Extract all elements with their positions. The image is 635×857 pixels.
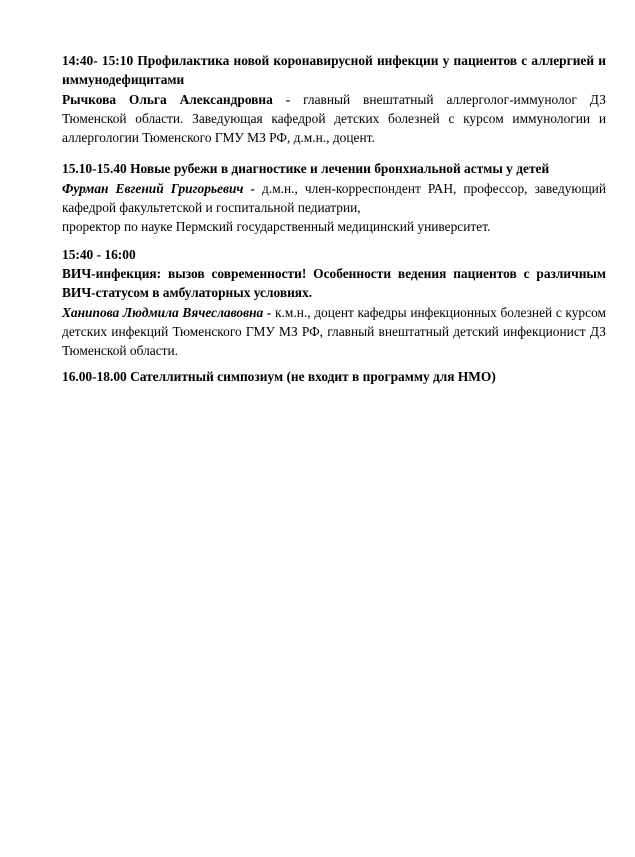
session-1-speaker-block	[62, 90, 606, 148]
session-2-time: 15.10-15.40	[62, 161, 127, 177]
session-3-speaker-block	[62, 303, 606, 361]
session-2-description-line2: проректор по науке Пермский государственный медицинский университет.	[62, 219, 491, 235]
session-1-description: главный внештатный аллерголог-иммунолог ДЗ Тюменской области. Заведующая кафедрой детских болезней с курсом иммунологии и аллергологии Тюменского ГМУ МЗ РФ, д.м.н., доцент.	[62, 91, 606, 146]
session-2-title: Новые рубежи в диагностике и лечении бронхиальной астмы у детей	[130, 161, 550, 177]
session-3-speaker: Ханипова Людмила Вячеславовна -	[62, 304, 272, 320]
session-4-time: 16.00-18.00	[62, 369, 127, 385]
session-1	[62, 51, 606, 147]
session-3-title: ВИЧ-инфекция: вызов современности! Особенности ведения пациентов с различным ВИЧ-статусом в амбулаторных условиях.	[62, 265, 606, 301]
session-2-speaker: Фурман Евгений Григорьевич -	[62, 180, 255, 196]
session-2-heading	[62, 159, 606, 178]
session-3	[62, 245, 606, 361]
session-4	[62, 367, 606, 386]
session-1-title: Профилактика новой коронавирусной инфекции у пациентов с аллергией и иммунодефицитами	[62, 53, 606, 88]
session-2-description-line1: д.м.н., член-корреспондент РАН, профессор, заведующий кафедрой факультетской и госпитальной педиатрии,	[62, 180, 606, 216]
session-2-speaker-block	[62, 179, 606, 218]
session-3-description: к.м.н., доцент кафедры инфекционных болезней с курсом детских инфекций Тюменского ГМУ МЗ РФ, главный внештатный детский инфекционист ДЗ Тюменской области.	[62, 304, 606, 359]
session-1-time: 14:40- 15:10	[62, 53, 134, 68]
session-3-time: 15:40 - 16:00	[62, 246, 136, 262]
program-page	[62, 51, 606, 387]
session-4-title: Сателлитный симпозиум (не входит в программу для НМО)	[130, 369, 496, 385]
session-1-heading	[62, 51, 606, 90]
session-1-speaker: Рычкова Ольга Александровна -	[62, 91, 291, 107]
session-2	[62, 159, 606, 236]
